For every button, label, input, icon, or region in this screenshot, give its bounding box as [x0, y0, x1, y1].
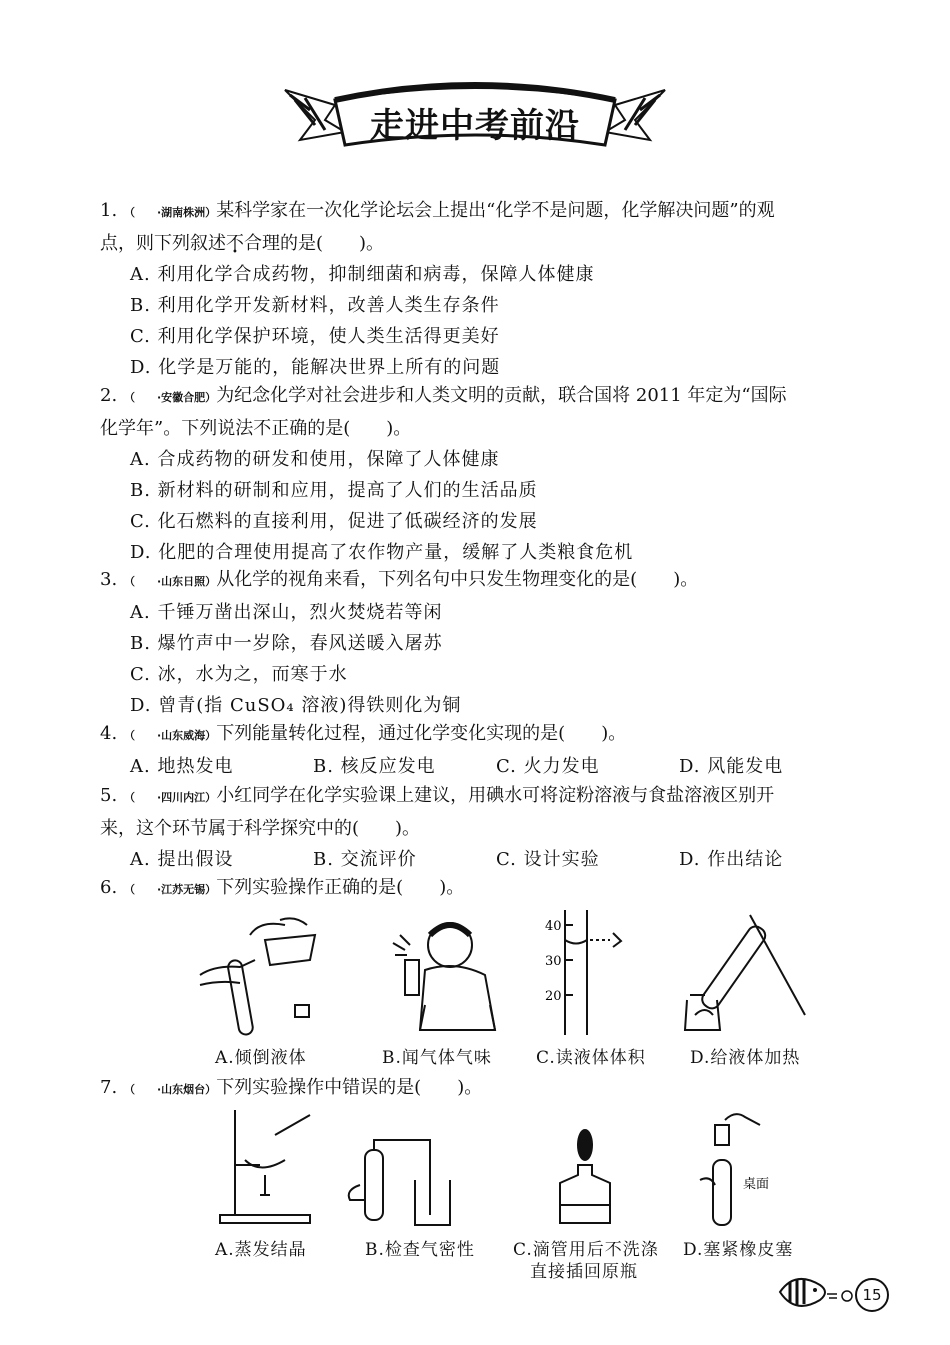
question-5: [100, 780, 900, 875]
option-a: A. 提出假设: [130, 849, 234, 870]
figure-caption-line2: 直接插回原瓶: [530, 1262, 638, 1282]
option-d: D. 化学是万能的，能解决世界上所有的问题: [130, 357, 501, 378]
option-c: C. 冰，水为之，而寒于水: [130, 664, 348, 685]
option-a: A. 地热发电: [130, 756, 234, 777]
option-a: A. 千锤万凿出深山，烈火焚烧若等闲: [130, 602, 443, 623]
question-source: （ ·山东烟台）: [124, 1083, 217, 1096]
question-stem: 小红同学在化学实验课上建议，用碘水可将淀粉溶液与食盐溶液区别开: [216, 785, 775, 806]
option-a: A. 利用化学合成药物，抑制细菌和病毒，保障人体健康: [130, 264, 595, 285]
question-source: （ ·湖南株洲）: [124, 206, 217, 219]
question-2: [100, 380, 900, 568]
scale-label: 20: [545, 989, 562, 1004]
option-c: C. 利用化学保护环境，使人类生活得更美好: [130, 326, 500, 347]
question-3: [100, 564, 900, 721]
option-d: D. 风能发电: [679, 756, 784, 777]
option-b: B. 爆竹声中一岁除，春风送暖入屠苏: [130, 633, 443, 654]
question-source: （ ·山东日照）: [124, 575, 217, 588]
figure-caption: B.检查气密性: [365, 1240, 475, 1260]
heating-liquid-illustration: [685, 915, 805, 1030]
question-number: 7.: [100, 1077, 118, 1098]
stopper-illustration: [700, 1114, 760, 1225]
option-d: D. 曾青(指 CuSO₄ 溶液)得铁则化为铜: [130, 695, 462, 716]
cylinder-reading-illustration: [565, 910, 621, 1035]
question-number: 4.: [100, 723, 118, 744]
desk-label: 桌面: [743, 1177, 770, 1192]
question-stem: 某科学家在一次化学论坛会上提出“化学不是问题，化学解决问题”的观: [216, 200, 775, 221]
evaporation-illustration: [220, 1110, 310, 1223]
section-banner: [275, 70, 675, 160]
question-stem-cont: 化学年”。下列说法不正确的是( )。: [100, 418, 412, 439]
question-source: （ ·四川内江）: [124, 791, 217, 804]
question-number: 2.: [100, 385, 118, 406]
question-stem-cont: 合理的是( )。: [244, 233, 385, 254]
question-7: [100, 1072, 900, 1105]
question-stem: 为纪念化学对社会进步和人类文明的贡献，联合国将 2011 年定为“国际: [216, 385, 787, 406]
option-b: B. 交流评价: [313, 849, 417, 870]
option-c: C. 化石燃料的直接利用，促进了低碳经济的发展: [130, 511, 538, 532]
question-stem: 下列能量转化过程，通过化学变化实现的是( )。: [216, 723, 627, 744]
question-6: [100, 872, 900, 905]
option-b: B. 新材料的研制和应用，提高了人们的生活品质: [130, 480, 538, 501]
airtightness-check-illustration: [349, 1140, 450, 1225]
fish-icon: [775, 1270, 855, 1315]
emphasis-char: 不: [226, 233, 244, 254]
question-stem-cont: 点，则下列叙述: [100, 233, 226, 254]
question-source: （ ·江苏无锡）: [124, 883, 217, 896]
question-source: （ ·安徽合肥）: [124, 391, 217, 404]
question-1: [100, 195, 900, 383]
option-c: C. 火力发电: [496, 756, 600, 777]
figure-caption: A.倾倒液体: [215, 1048, 307, 1068]
scale-label: 40: [545, 919, 562, 934]
figure-caption: D.给液体加热: [690, 1048, 801, 1068]
question-stem: 从化学的视角来看，下列名句中只发生物理变化的是( )。: [216, 569, 699, 590]
option-b: B. 利用化学开发新材料，改善人类生存条件: [130, 295, 500, 316]
figure-caption: B.闻气体气味: [382, 1048, 492, 1068]
page-number: 15: [855, 1278, 889, 1312]
option-a: A. 合成药物的研发和使用，保障了人体健康: [130, 449, 500, 470]
question-number: 1.: [100, 200, 118, 221]
q7-figures: [215, 1105, 815, 1230]
option-d: D. 化肥的合理使用提高了农作物产量，缓解了人类粮食危机: [130, 542, 634, 563]
smelling-gas-illustration: [393, 923, 495, 1030]
page-title: 走进中考前沿: [370, 106, 580, 146]
option-b: B. 核反应发电: [313, 756, 436, 777]
question-number: 6.: [100, 877, 118, 898]
figure-caption: C.读液体体积: [536, 1048, 646, 1068]
question-number: 3.: [100, 569, 118, 590]
question-stem-cont: 来，这个环节属于科学探究中的( )。: [100, 818, 421, 839]
question-number: 5.: [100, 785, 118, 806]
figure-caption: D.塞紧橡皮塞: [683, 1240, 794, 1260]
q6-figures: [195, 905, 855, 1045]
pouring-liquid-illustration: [200, 918, 315, 1035]
dropper-bottle-illustration: [560, 1130, 610, 1223]
question-stem: 下列实验操作正确的是( )。: [216, 877, 465, 898]
question-source: （ ·山东威海）: [124, 729, 217, 742]
question-stem: 下列实验操作中错误的是( )。: [216, 1077, 483, 1098]
option-d: D. 作出结论: [679, 849, 784, 870]
figure-caption: A.蒸发结晶: [215, 1240, 307, 1260]
scale-label: 30: [545, 954, 562, 969]
figure-caption: C.滴管用后不洗涤: [513, 1240, 659, 1260]
option-c: C. 设计实验: [496, 849, 600, 870]
question-4: [100, 718, 900, 782]
